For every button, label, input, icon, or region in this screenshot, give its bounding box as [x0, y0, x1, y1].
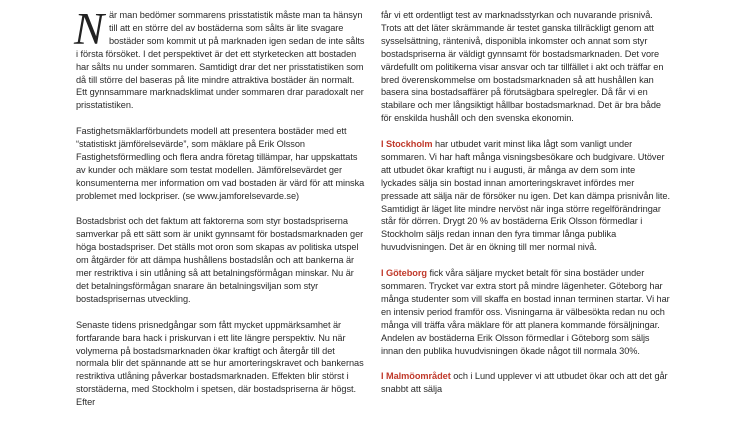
paragraph-intro-text: är man bedömer sommarens prisstatistik måste man ta hänsyn till att en större del av bostäderna som sålts är lite svagare bostäder som kommit ut på marknaden igen sedan de inte sålts i första försöket. I det perspektivet är det ett styrketecken att bostaden har sålts nu under sommaren. Samtidigt drar det ner prisstatistiken som då till större del baseras på lite mindre attraktiva bostäder än normalt. Ett gynnsammare marknadsklimat under sommaren drar paradoxalt ner prisstatistiken. — [76, 10, 365, 111]
paragraph-stockholm — [381, 138, 671, 254]
drop-cap: N — [74, 4, 104, 54]
paragraph-price-drops: Senaste tidens prisnedgångar som fått mycket uppmärksamhet är fortfarande bara hack i priskurvan i ett lite längre perspektiv. Nu när volymerna på bostadsmarknaden ökar kraftigt och återgår till det normala blir det spännande att se hur amorteringskravet och bankernas restriktiva utlåning påverkar bostadsmarknaden. Effekten blir störst i storstäderna, med Stockholm i spetsen, där bostadspriserna är högst. Efter — [76, 319, 364, 408]
paragraph-housing-shortage: Bostadsbrist och det faktum att faktorerna som styr bostadspriserna samverkar på ett sätt som är unikt gynnsamt för bostadsmarknaden ger höga bostadspriser. Det ställs mot oron som skapas av politiska utspel om åtgärder för att dämpa hushållens bostadslån och att bankerna är mer restriktiva i sin utlåning så att betalningsförmågan minskar. Nu är det betalningsförmågan snarare än betalningsviljan som styr bostadsprisernas utveckling. — [76, 216, 364, 304]
paragraph-comparison-value: Fastighetsmäklarförbundets modell att presentera bostäder med ett “statistiskt jämförelsevärde”, som mäklare på Erik Olsson Fastighetsförmedling och flera andra företag tillämpar, har uppskattats av kunder och mäklare som testat modellen. Jämförelsevärdet ger konsumenterna mer information om vad bostaden är värd för att minska problemet med lockpriser. (se www.jamforelsevarde.se) — [76, 126, 365, 201]
stockholm-heading: I Stockholm — [381, 139, 433, 150]
goteborg-heading: I Göteborg — [381, 268, 427, 279]
malmo-text: och i Lund upplever vi att utbudet ökar och att det går snabbt att sälja — [381, 371, 668, 395]
paragraph-intro — [74, 4, 366, 112]
paragraph-malmo — [381, 370, 671, 396]
left-column — [74, 4, 366, 422]
paragraph-market-test: får vi ett ordentligt test av marknadsstyrkan och nuvarande prisnivå. Trots att det läter skrämmande är testet ganska tillräckligt genom att sysselsättning, räntenivå, disponibla inkomster och annat som styr bostadspriserna är väldigt gynnsamt för bostadsmarknaden. Det vore värdefullt om politikerna visar ansvar och tar tillfället i akt och träffar en bred överenskommelse om bostadsmarknaden så att hushållen kan basera sina bostadsaffärer på förutsägbara spelregler. Då får vi en stabilare och mer långsiktigt hållbar bostadsmarknad. Det är bra både för enskilda hushåll och den svenska ekonomin. — [381, 10, 664, 124]
right-column — [381, 9, 671, 409]
stockholm-text: har utbudet varit minst lika lågt som vanligt under sommaren. Vi har haft många visningsbesökare och budgivare. Utöver att utbudet ökar kraftigt nu i augusti, är många av dem som inte lyckades sälja sin bostad innan amorteringskravet infördes mer pressade att sälja när de försöker nu igen. Det kan dämpa prisnivån lite. Samtidigt är läget lite mindre nervöst när inga större regelförändringar står för dörren. Drygt 20 % av bostäderna Erik Olsson förmedlar i Stockholm säljs redan innan den fyra timmar långa publika huvudvisningen. Det är en ökning till mer normal nivå. — [381, 139, 670, 253]
malmo-heading: I Malmöområdet — [381, 371, 451, 382]
paragraph-goteborg — [381, 267, 671, 357]
goteborg-text: fick våra säljare mycket betalt för sina bostäder under sommaren. Trycket var extra stort på mindre lägenheter. Göteborg har många studenter som vill skaffa en bostad innan terminen startar. Vi har en intensiv period framför oss. Visningarna är välbesökta redan nu och många vill träffa våra mäklare för att planera kommande försäljningar. Andelen av bostäderna Erik Olsson förmedlar i Göteborg som säljs innan den publika huvudvisningen ökade något till normala 30%. — [381, 268, 670, 356]
